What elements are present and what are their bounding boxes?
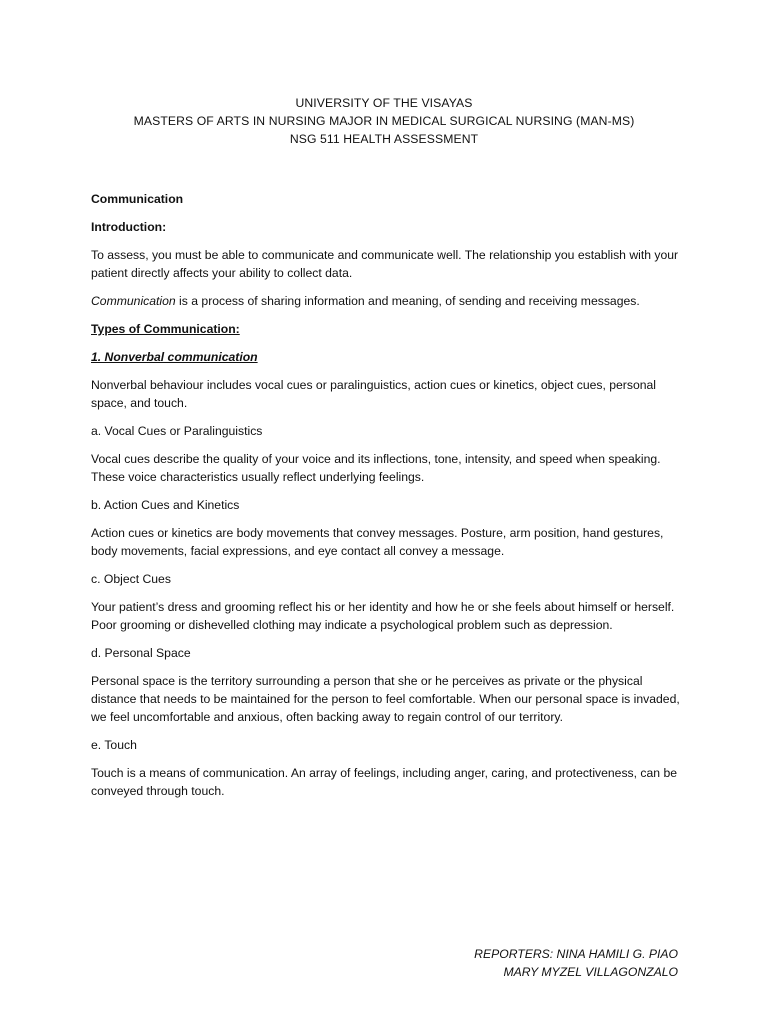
subsection-text: Your patient’s dress and grooming reflect his or her identity and how he or she feels about himself or herself. Poor grooming or dishevelled clothing may indicate a psychological problem such as depression. (91, 600, 675, 632)
subsection-title: a. Vocal Cues or Paralinguistics (91, 424, 263, 438)
intro-paragraph: To assess, you must be able to communicate and communicate well. The relationship you establish with your patient directly affects your ability to collect data. (91, 248, 679, 280)
subsection-text: Personal space is the territory surrounding a person that she or he perceives as private or the physical distance that needs to be maintained for the person to feel comfortable. When our personal space is invaded, we feel uncomfortable and anxious, often backing away to regain control of our territory. (91, 674, 680, 724)
nonverbal-heading: 1. Nonverbal communication (91, 350, 258, 364)
program-name: MASTERS OF ARTS IN NURSING MAJOR IN MEDICAL SURGICAL NURSING (MAN-MS) (133, 114, 635, 128)
reporter-line-2: MARY MYZEL VILLAGONZALO (503, 965, 678, 979)
definition-text: is a process of sharing information and meaning, of sending and receiving messages. (175, 294, 640, 308)
reporter-line-1: REPORTERS: NINA HAMILI G. PIAO (474, 947, 678, 961)
intro-heading: Introduction: (91, 220, 167, 234)
document-body (91, 190, 681, 810)
subsection-text: Vocal cues describe the quality of your voice and its inflections, tone, intensity, and speed when speaking. These voice characteristics usually reflect underlying feelings. (91, 452, 661, 484)
subsection-title: c. Object Cues (91, 572, 171, 586)
types-heading: Types of Communication: (91, 322, 240, 336)
subsection-text: Touch is a means of communication. An array of feelings, including anger, caring, and protectiveness, can be conveyed through touch. (91, 766, 678, 798)
subsection-title: b. Action Cues and Kinetics (91, 498, 240, 512)
nonverbal-paragraph: Nonverbal behaviour includes vocal cues or paralinguistics, action cues or kinetics, object cues, personal space, and touch. (91, 378, 656, 410)
document-header (0, 94, 768, 148)
section-title: Communication (91, 192, 184, 206)
university-name: UNIVERSITY OF THE VISAYAS (295, 96, 473, 110)
course-name: NSG 511 HEALTH ASSESSMENT (289, 132, 479, 146)
definition-paragraph (91, 292, 681, 310)
subsection-title: d. Personal Space (91, 646, 191, 660)
subsection-text: Action cues or kinetics are body movements that convey messages. Posture, arm position, hand gestures, body movements, facial expressions, and eye contact all convey a message. (91, 526, 664, 558)
subsection-title: e. Touch (91, 738, 137, 752)
definition-term: Communication (91, 294, 176, 308)
reporters-block (474, 945, 678, 981)
